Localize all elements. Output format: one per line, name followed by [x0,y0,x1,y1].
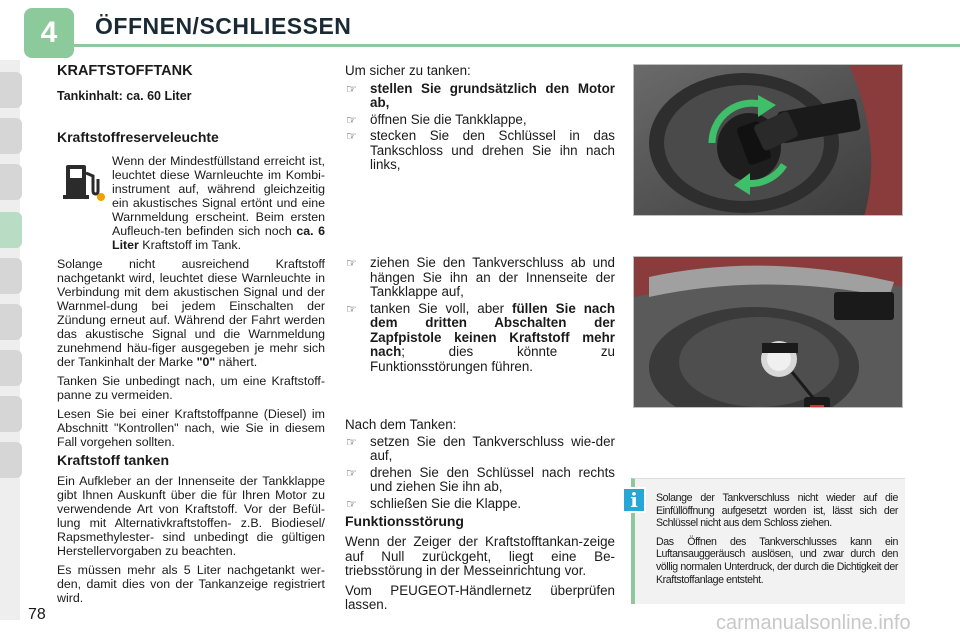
info-icon: i [622,487,646,513]
side-tab [0,396,22,432]
malfunction-paragraph: Vom PEUGEOT-Händlernetz überprüfen lassen. [345,582,615,612]
side-tab [0,118,22,154]
step-item: ☞ öffnen Sie die Tankklappe, [346,111,527,127]
after-step-item: ☞ schließen Sie die Klappe. [346,495,522,511]
page-title: ÖFFNEN/SCHLIESSEN [95,13,352,39]
reserve-light-heading: Kraftstoffreserveleuchte [57,129,219,145]
refuel-text [57,474,325,610]
info-paragraph: Das Öffnen des Tankverschlusses kann ein Luftansauggeräusch auslösen, und zwar durch den völlig normalen Unterdruck, der durch die Dichtigkeit der Kraftstoffanlage entsteht. [656,535,898,586]
steps-intro: Um sicher zu tanken: [345,63,471,78]
pointing-hand-icon: ☞ [346,129,357,143]
chapter-badge [24,8,74,58]
pointing-hand-icon: ☞ [346,81,357,96]
reserve-text [57,154,325,454]
step-item: ☞ tanken Sie voll, aber füllen Sie nach dem dritten Abschalten der Zapfpistole keinen Kraftstoff mehr nach; dies könnte zu Funktionsstörungen führen. [346,300,615,374]
pointing-hand-icon: ☞ [346,465,357,480]
reserve-paragraph: Wenn der Mindestfüllstand erreicht ist, leuchtet diese Warnleuchte im Kombi-instrument auf, während gleichzeitig ein akustisches Signal ertönt und eine Warnmeldung erscheint. Beim ersten Aufleuch-ten befinden sich noch ca. 6 Liter Kraftstoff im Tank. [112,154,325,252]
photo-fuel-cap-hung [633,256,903,408]
side-tab [0,442,22,478]
watermark: carmanualsonline.info [716,612,911,634]
refuel-paragraph: Ein Aufkleber an der Innenseite der Tankklappe gibt Ihnen Auskunft über die für Ihren Motor zu verwendende Art von Kraftstoff. Vor der Befül-lung mit Alternativkraftstoffen- z.B. Biodiesel/ Rapsmethylester- sind unbedingt die gültigen Herstellervorgaben zu beachten. [57,474,325,558]
refuel-heading: Kraftstoff tanken [57,452,170,468]
fuel-cap-hung-illustration [634,257,903,408]
reserve-paragraph: Lesen Sie bei einer Kraftstoffpanne (Diesel) im Abschnitt "Kontrollen" nach, wie Sie in diesem Fall vorgehen sollten. [57,407,325,449]
after-refuel [345,418,615,513]
side-tab-active [0,212,22,248]
after-step-item: ☞ drehen Sie den Schlüssel nach rechts und ziehen Sie ihn ab, [346,464,615,494]
photo-fuel-cap-key [633,64,903,216]
after-refuel-heading: Nach dem Tanken: [345,417,457,432]
side-tab [0,258,22,294]
refuel-steps-continued [345,256,615,376]
side-tab [0,350,22,386]
pointing-hand-icon: ☞ [346,434,357,449]
malfunction-heading: Funktionsstörung [345,513,464,529]
step-item: ☞ stellen Sie grundsätzlich den Motor ab, [346,80,615,110]
pointing-hand-icon: ☞ [346,301,357,316]
malfunction-text [345,535,615,613]
side-tab [0,72,22,108]
info-text [656,492,898,592]
step-item: ☞ ziehen Sie den Tankverschluss ab und hängen Sie ihn an der Innenseite der Tankklappe auf, [346,255,615,299]
refuel-steps [345,64,615,175]
pointing-hand-icon: ☞ [346,496,357,511]
after-step-item: ☞ setzen Sie den Tankverschluss wie-der auf, [346,433,615,463]
refuel-paragraph: Es müssen mehr als 5 Liter nachgetankt wer-den, damit dies von der Tankanzeige registriert wird. [57,563,325,605]
info-paragraph: Solange der Tankverschluss nicht wieder auf die Einfüllöffnung aufgesetzt worden ist, lässt sich der Schlüssel nicht aus dem Schloss ziehen. [656,492,898,530]
page-number: 78 [28,606,46,623]
tank-capacity: Tankinhalt: ca. 60 Liter [57,89,192,103]
side-tab [0,304,22,340]
pointing-hand-icon: ☞ [346,256,357,270]
step-item: ☞ stecken Sie den Schlüssel in das Tankschloss und drehen Sie ihn nach links, [346,128,615,172]
section-title: KRAFTSTOFFTANK [57,63,193,79]
pointing-hand-icon: ☞ [346,112,357,127]
reserve-paragraph: Tanken Sie unbedingt nach, um eine Kraftstoff-panne zu vermeiden. [57,374,325,402]
header-rule [74,44,960,47]
reserve-paragraph: Solange nicht ausreichend Kraftstoff nachgetankt wird, leuchtet diese Warnleuchte in Verbindung mit dem akustischen Signal und der Warnmel-dung bei jedem Einschalten der Zündung erneut auf. Während der Fahrt werden das akustische Signal und die Warnmeldung zunehmend häu-figer ausgegeben je mehr sich der Tankinhalt der Marke "0" nähert. [57,257,325,369]
chapter-number: 4 [40,16,58,49]
fuel-cap-key-illustration [634,65,903,216]
side-tab [0,164,22,200]
malfunction-paragraph: Wenn der Zeiger der Kraftstofftankan-zeige auf Null zurückgeht, liegt eine Be-triebsstörung in der Messeinrichtung vor. [345,534,615,578]
